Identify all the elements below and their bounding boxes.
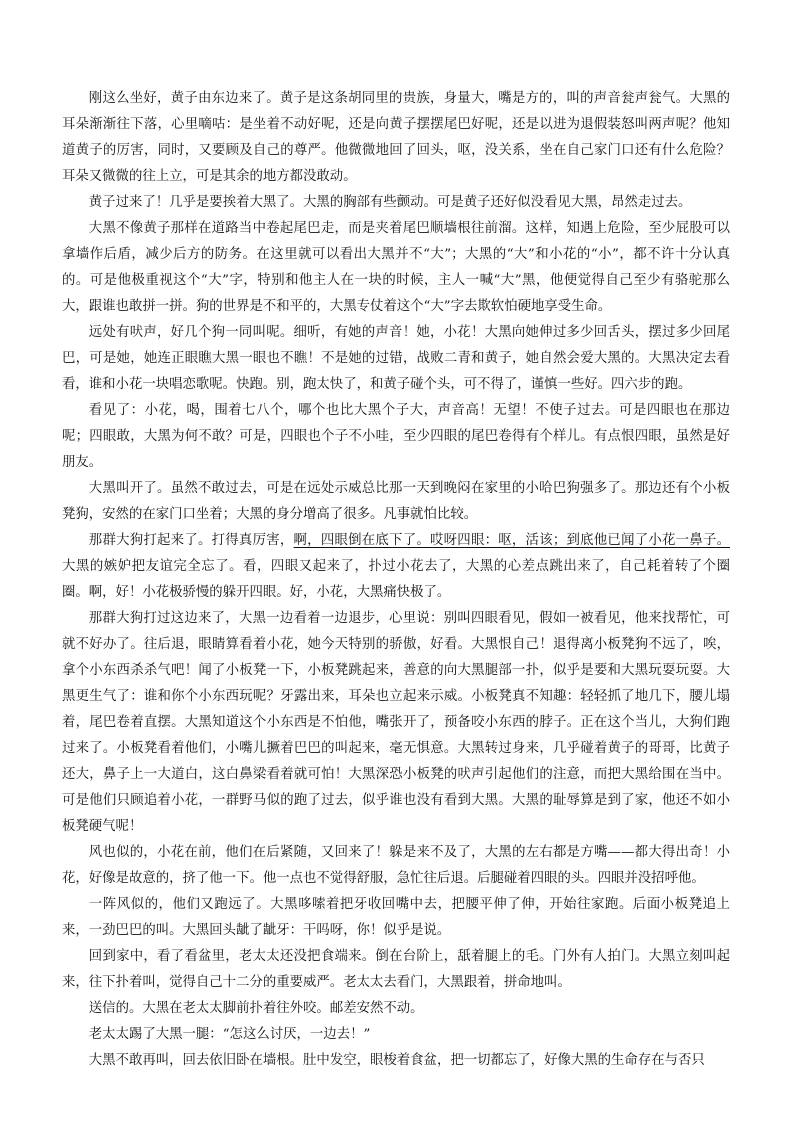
paragraph <box>62 944 730 996</box>
paragraph <box>62 190 730 216</box>
paragraph <box>62 840 730 892</box>
paragraph-text: 大黑不像黄子那样在道路当中卷起尾巴走，而是夹着尾巴顺墙根往前溜。这样，知遇上危险，至少屁股可以拿墙作后盾，减少后方的防务。在这里就可以看出大黑并不“大”；大黑的“大”和小花的“小”，都不许十分认真的。可是他极重视这个“大”字，特别和他主人在一块的时候，主人一喊“大”黑，他便觉得自己至少有骆驼那么大，跟谁也敢拼一拼。狗的世界是不和平的，大黑专仗着这个“大”字去欺软怕硬地享受生命。 <box>62 221 730 314</box>
paragraph-text: 送信的。大黑在老太太脚前扑着往外咬。邮差安然不动。 <box>88 1001 424 1016</box>
paragraph <box>62 996 730 1022</box>
paragraph <box>62 892 730 944</box>
paragraph-text: 大黑的嫉妒把友谊完全忘了。看，四眼又起来了，扑过小花去了，大黑的心差点跳出来了，自己耗着转了个圈圈。啊，好！小花极骄慢的躲开四眼。好，小花，大黑痛快极了。 <box>62 559 730 600</box>
document-body <box>62 86 730 1074</box>
paragraph-text: 远处有吠声，好几个狗一同叫呢。细听，有她的声音！她，小花！大黑向她伸过多少回舌头，摆过多少回尾巴，可是她，她连正眼瞧大黑一眼也不瞧！不是她的过错，战败二青和黄子，她自然会爱大黑的。大黑决定去看看，谁和小花一块唱恋歌呢。快跑。别，跑太快了，和黄子碰个头，可不得了，谨慎一些好。四六步的跑。 <box>62 325 730 392</box>
paragraph-text: 回到家中，看了看盆里，老太太还没把食端来。倒在台阶上，舐着腿上的毛。门外有人拍门。大黑立刻叫起来，往下扑着叫，觉得自己十二分的重要威严。老太太去看门，大黑跟着，拼命地叫。 <box>62 949 730 990</box>
paragraph <box>62 476 730 528</box>
paragraph-text: 黄子过来了！几乎是要挨着大黑了。大黑的胸部有些颤动。可是黄子还好似没看见大黑，昂然走过去。 <box>88 195 692 210</box>
paragraph <box>62 86 730 190</box>
paragraph <box>62 320 730 398</box>
paragraph-text: 大黑叫开了。虽然不敢过去，可是在远处示威总比那一天到晚闷在家里的小哈巴狗强多了。那边还有个小板凳狗，安然的在家门口坐着；大黑的身分增高了很多。凡事就怕比较。 <box>62 481 730 522</box>
paragraph-text: 那群大狗打起来了。打得真厉害， <box>88 533 294 548</box>
paragraph-text: 一阵风似的，他们又跑远了。大黑哆嗦着把牙收回嘴中去，把腰平伸了伸，开始往家跑。后面小板凳追上来，一劲巴巴的叫。大黑回头龇了龇牙：干吗呀，你！似乎是说。 <box>62 897 730 938</box>
paragraph <box>62 1048 730 1074</box>
paragraph <box>62 1022 730 1048</box>
paragraph-text: 风也似的，小花在前，他们在后紧随，又回来了！躲是来不及了，大黑的左右都是方嘴——都大得出奇！小花，好像是故意的，挤了他一下。他一点也不觉得舒服，急忙往后退。后腿碰着四眼的头。四眼并没招呼他。 <box>62 845 730 886</box>
paragraph-text: 那群大狗打过这边来了，大黑一边看着一边退步，心里说：别叫四眼看见，假如一被看见，他来找帮忙，可就不好办了。往后退，眼睛算看着小花，她今天特别的骄傲，好看。大黑恨自己！退得离小板凳狗不远了，唉，拿个小东西杀杀气吧！闻了小板凳一下，小板凳跳起来，善意的向大黑腿部一扑，似乎是要和大黑玩耍玩耍。大黑更生气了：谁和你个小东西玩呢？牙露出来，耳朵也立起来示威。小板凳真不知趣：轻轻抓了地几下，腰儿塌着，尾巴卷着直摆。大黑知道这个小东西是不怕他，嘴张开了，预备咬小东西的脖子。正在这个当儿，大狗们跑过来了。小板凳看着他们，小嘴儿撅着巴巴的叫起来，毫无惧意。大黑转过身来，几乎碰着黄子的哥哥，比黄子还大，鼻子上一大道白，这白鼻梁看着就可怕！大黑深恐小板凳的吠声引起他们的注意，而把大黑给围在当中。可是他们只顾追着小花，一群野马似的跑了过去，似乎谁也没有看到大黑。大黑的耻辱算是到了家，他还不如小板凳硬气呢！ <box>62 611 730 834</box>
paragraph-text: 看见了：小花，喝，围着七八个，哪个也比大黑个子大，声音高！无望！不使子过去。可是四眼也在那边呢；四眼敢，大黑为何不敢？可是，四眼也个子不小哇，至少四眼的尾巴卷得有个样儿。有点恨四眼，虽然是好朋友。 <box>62 403 730 470</box>
paragraph-text: 刚这么坐好，黄子由东边来了。黄子是这条胡同里的贵族，身量大，嘴是方的，叫的声音瓮声瓮气。大黑的耳朵渐渐往下落，心里嘀咕：是坐着不动好呢，还是向黄子摆摆尾巴好呢，还是以进为退假装怒叫两声呢？他知道黄子的厉害，同时，又要顾及自己的尊严。他微微地回了回头，呕，没关系，坐在自己家门口还有什么危险？耳朵又微微的往上立，可是其余的地方都没敢动。 <box>62 91 730 184</box>
underlined-text: 啊，四眼倒在底下了。哎呀四眼：呕，活该；到底他已闻了小花一鼻子。 <box>293 533 731 548</box>
paragraph-text: 大黑不敢再叫，回去依旧卧在墙根。肚中发空，眼梭着食盆，把一切都忘了，好像大黑的生命存在与否只 <box>88 1053 705 1068</box>
paragraph <box>62 398 730 476</box>
paragraph <box>62 216 730 320</box>
paragraph <box>62 528 730 606</box>
paragraph-text: 老太太踢了大黑一腿：“怎这么讨厌，一边去！” <box>88 1027 371 1042</box>
paragraph <box>62 606 730 840</box>
